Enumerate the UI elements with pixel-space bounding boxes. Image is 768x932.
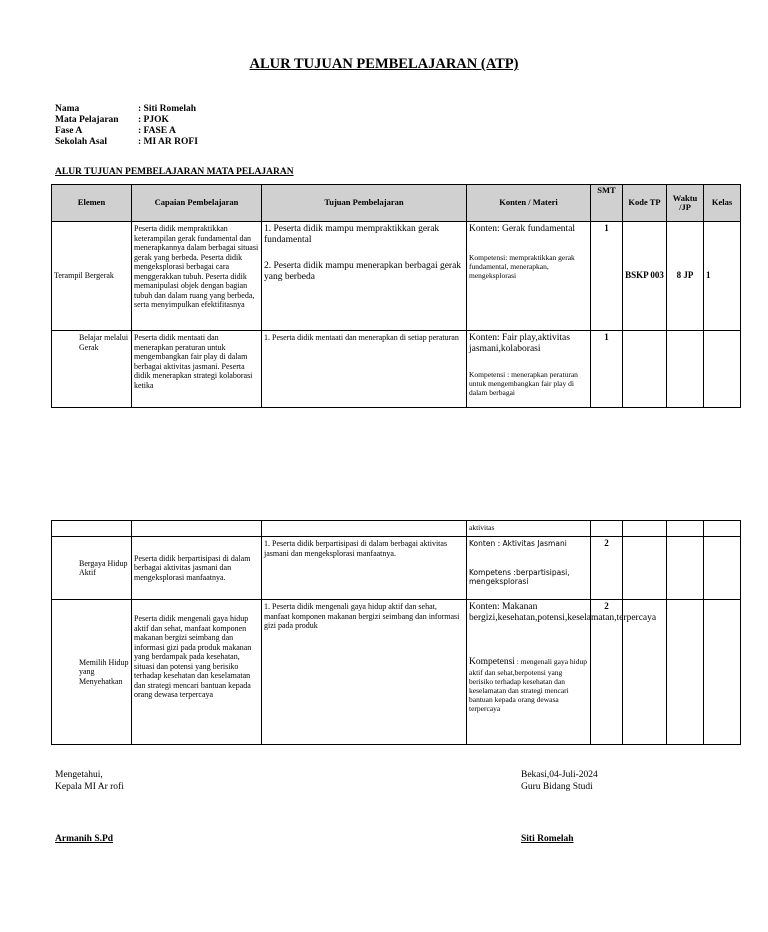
footer-left-line1: Mengetahui,: [55, 770, 103, 780]
info-label: Mata Pelajaran: [55, 115, 119, 125]
header-tujuan: Tujuan Pembelajaran: [262, 185, 467, 222]
cell-capaian: Peserta didik mengenali gaya hidup aktif dan sehat, manfaat komponen makanan bergizi seimbang dan informasi gizi pada produk makanan yang berdampak pada kesehatan, situasi dan potensi yang berisiko terhadap kesehatan dan keselamatan dan strategi mencari bantuan kepada orang dewasa terpercaya: [132, 600, 262, 745]
kompetensi-detail: : mengenali gaya hidup aktif dan sehat,berpotensi yang berisiko terhadap kesehatan dan keselamatan dan strategi mencari bantuan kepada orang dewasa terpercaya: [469, 657, 587, 713]
document-title: ALUR TUJUAN PEMBELAJARAN (ATP): [249, 56, 519, 72]
kompetensi-text: Kompetensi : menerapkan peraturan untuk mengembangkan fair play di dalam berbagai: [469, 370, 578, 397]
konten-text: Konten : Aktivitas Jasmani: [469, 539, 567, 548]
cell-kelas: [704, 537, 741, 600]
header-waktu: Waktu /JP: [667, 185, 704, 222]
cell-waktu: 8 JP: [667, 222, 704, 331]
cell-smt: 2: [591, 600, 623, 745]
info-value: : PJOK: [138, 115, 169, 125]
cell-konten: [467, 222, 591, 331]
info-value: : MI AR ROFI: [138, 137, 198, 147]
cell-kode: [623, 331, 667, 408]
cell-kelas: [704, 521, 741, 537]
table-row: [52, 222, 741, 331]
footer-right: [521, 770, 598, 793]
cell-tujuan: [262, 222, 467, 331]
info-row-nama: [55, 104, 198, 115]
cell-capaian: Peserta didik mentaati dan menerapkan peraturan untuk mengembangkan fair play di dalam berbagai aktivitas jasmani. Peserta didik menerapkan strategi kolaborasi ketika: [132, 331, 262, 408]
konten-text: Konten: Makanan bergizi,kesehatan,potensi,keselamatan,terpercaya: [469, 602, 657, 623]
info-row-sekolah: [55, 137, 198, 148]
cell-waktu: [667, 537, 704, 600]
kompetensi-text: [469, 657, 588, 713]
section-heading: ALUR TUJUAN PEMBELAJARAN MATA PELAJARAN: [55, 167, 294, 177]
cell-waktu: [667, 521, 704, 537]
tujuan-item: 2. Peserta didik mampu menerapkan berbagai gerak yang berbeda: [264, 261, 462, 282]
footer-right-line2: Guru Bidang Studi: [521, 781, 593, 792]
cell-elemen: Bergaya Hidup Aktif: [52, 537, 132, 600]
info-value: : FASE A: [138, 126, 176, 136]
atp-table-page1: [51, 184, 741, 408]
header-smt: SMT: [591, 185, 623, 222]
cell-elemen: Terampil Bergerak: [52, 222, 132, 331]
kompetensi-text: Kompetensi: mempraktikkan gerak fundamental, menerapkan, mengeksplorasi: [469, 252, 575, 280]
cell-waktu: [667, 331, 704, 408]
info-row-fase: [55, 126, 198, 137]
header-elemen: Elemen: [52, 185, 132, 222]
table-header-row: [52, 185, 741, 222]
header-konten: Konten / Materi: [467, 185, 591, 222]
cell-kelas: 1: [704, 222, 741, 331]
cell-kelas: [704, 600, 741, 745]
header-kelas: Kelas: [704, 185, 741, 222]
tujuan-item: 1. Peserta didik mampu mempraktikkan gerak fundamental: [264, 224, 440, 245]
info-label: Sekolah Asal: [55, 137, 108, 147]
cell-elemen: Memilih Hidup yang Menyehatkan: [52, 600, 132, 745]
cell-elemen: Belajar melalui Gerak: [52, 331, 132, 408]
cell-kode: BSKP 003: [623, 222, 667, 331]
info-label: Fase A: [55, 126, 83, 136]
kompetensi-label: Kompetensi: [469, 657, 515, 667]
footer-right-line1: Bekasi,04-Juli-2024: [521, 770, 598, 780]
cell-konten: [467, 331, 591, 408]
footer-left-line2: Kepala MI Ar rofi: [55, 781, 124, 792]
cell-elemen: [52, 521, 132, 537]
cell-tujuan: 1. Peserta didik mentaati dan menerapkan di setiap peraturan: [262, 331, 467, 408]
konten-text: Konten: Fair play,aktivitas jasmani,kolaborasi: [469, 333, 570, 354]
info-label: Nama: [55, 104, 80, 114]
cell-smt: 2: [591, 537, 623, 600]
footer-left: [55, 770, 124, 793]
cell-konten: [467, 537, 591, 600]
konten-text: Konten: Gerak fundamental: [469, 224, 576, 234]
atp-table-page2: [51, 520, 741, 745]
cell-smt: 1: [591, 331, 623, 408]
teacher-signature-name: Siti Romelah: [521, 834, 574, 844]
cell-tujuan: 1. Peserta didik mengenali gaya hidup aktif dan sehat, manfaat komponen makanan bergizi seimbang dan informasi gizi pada produk: [262, 600, 467, 745]
cell-capaian: Peserta didik berpartisipasi di dalam berbagai aktivitas jasmani dan mengeksplorasi manfaatnya.: [132, 537, 262, 600]
table-row: [52, 331, 741, 408]
cell-capaian: Peserta didik mempraktikkan keterampilan gerak fundamental dan menerapkannya dalam berbagai situasi gerak yang berbeda. Peserta didik mengeksplorasi berbagai cara menggerakkan tubuh. Peserta didik memanipulasi objek dengan bagian tubuh dan dalam ruang yang berbeda, serta menyimpulkan efektifitasnya: [132, 222, 262, 331]
kompetensi-continued: aktivitas: [467, 521, 591, 537]
info-row-mapel: [55, 115, 198, 126]
cell-waktu: [667, 600, 704, 745]
cell-kelas: [704, 331, 741, 408]
cell-kode: [623, 521, 667, 537]
principal-signature-name: Armanih S.Pd: [55, 834, 114, 844]
cell-capaian: [132, 521, 262, 537]
kompetensi-text: Kompetens :berpartisipasi, mengeksplorasi: [469, 568, 570, 586]
header-capaian: Capaian Pembelajaran: [132, 185, 262, 222]
header-kode: Kode TP: [623, 185, 667, 222]
table-row: [52, 600, 741, 745]
identity-block: [55, 104, 198, 148]
table-row-continued: [52, 521, 741, 537]
cell-smt: [591, 521, 623, 537]
cell-kode: [623, 537, 667, 600]
cell-konten: [467, 600, 657, 745]
cell-tujuan: [262, 521, 467, 537]
cell-tujuan: 1. Peserta didik berpartisipasi di dalam berbagai aktivitas jasmani dan mengeksplorasi manfaatnya.: [262, 537, 467, 600]
cell-smt: 1: [591, 222, 623, 331]
table-row: [52, 537, 741, 600]
info-value: : Siti Romelah: [138, 104, 197, 114]
